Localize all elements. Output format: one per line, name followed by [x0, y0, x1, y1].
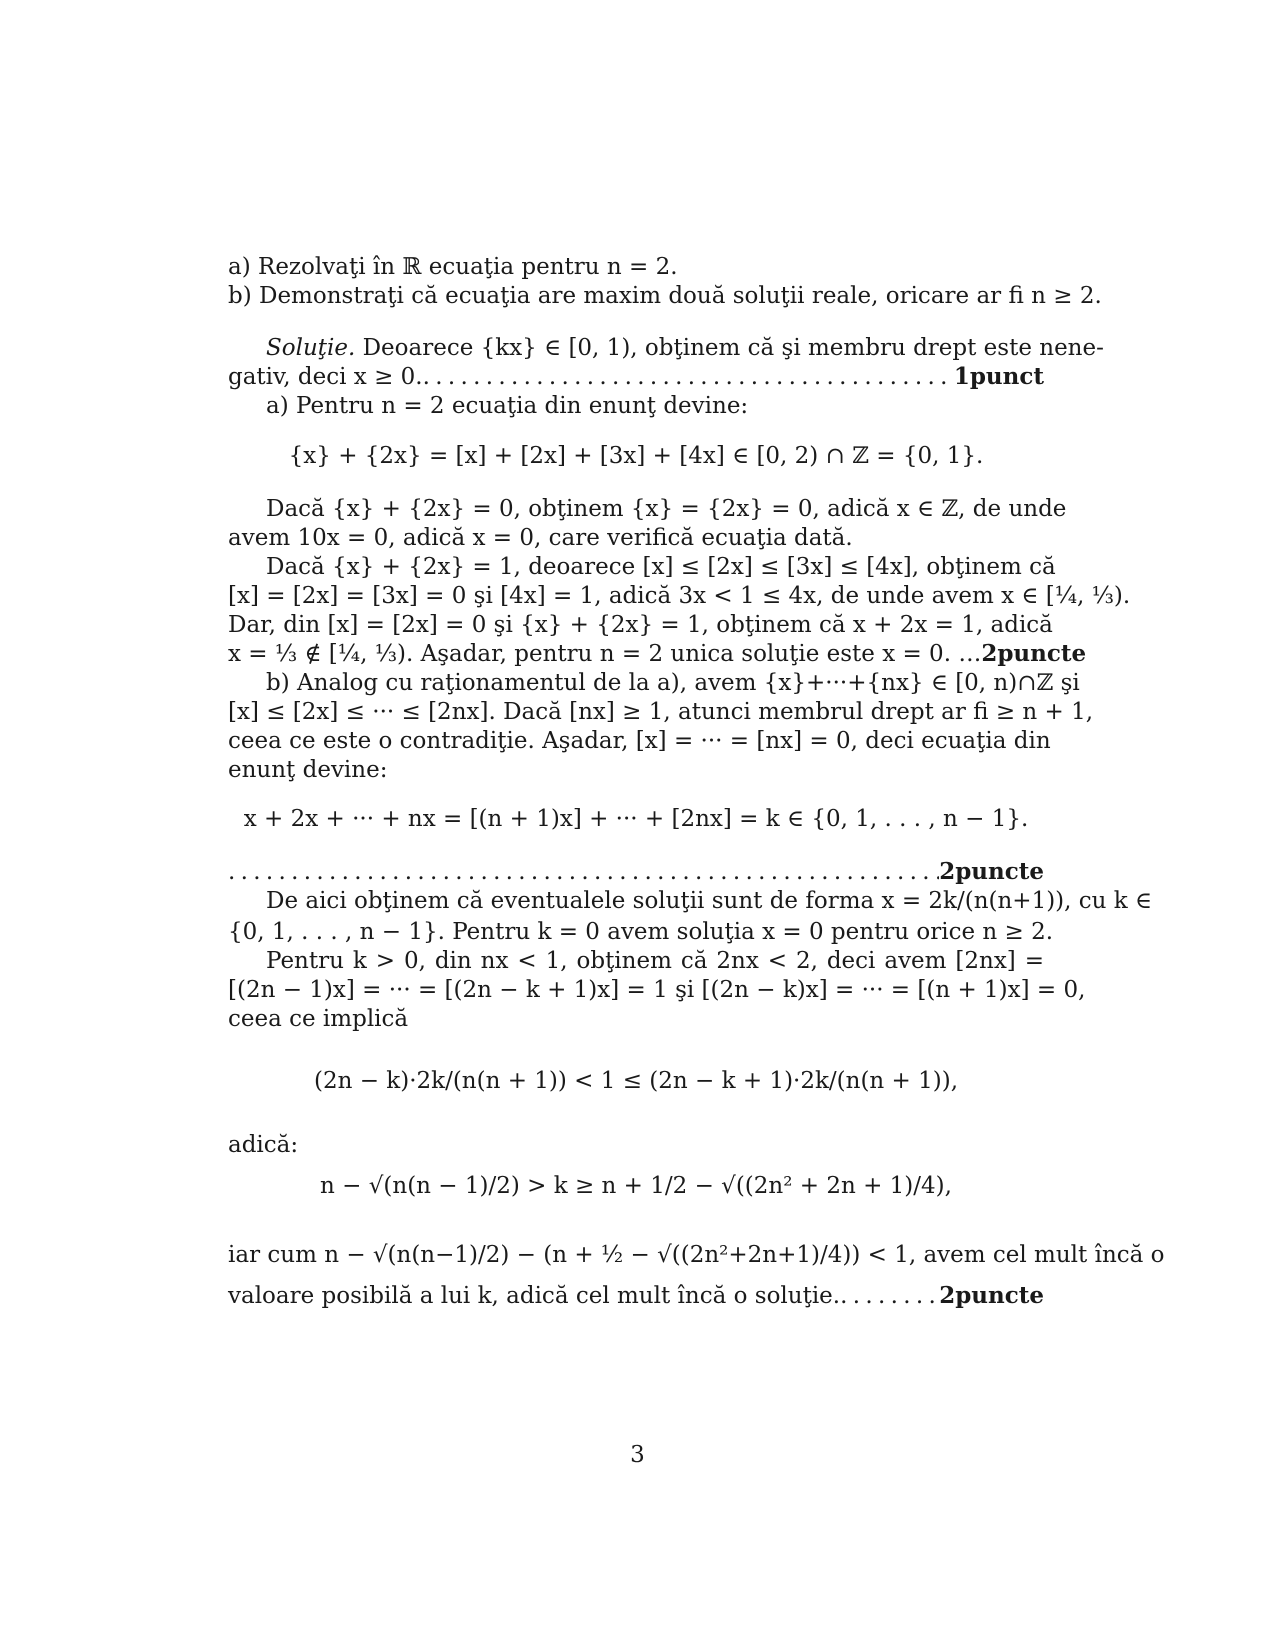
paragraph-line: {0, 1, . . . , n − 1}. Pentru k = 0 avem soluţia x = 0 pentru orice n ≥ 2. — [228, 919, 1054, 945]
points-badge: 1punct — [953, 363, 1044, 390]
solution-line-2 — [228, 362, 1044, 392]
paragraph-line: ceea ce implică — [228, 1006, 409, 1032]
problem-part-b: b) Demonstraţi că ecuaţia are maxim două soluţii reale, oricare ar fi n ≥ 2. — [228, 283, 1102, 309]
dot-leader — [840, 1281, 939, 1311]
paragraph-line: adică: — [228, 1132, 299, 1158]
paragraph-line: ceea ce este o contradiţie. Aşadar, [x] = ··· = [nx] = 0, deci ecuaţia din — [228, 728, 1051, 754]
points-badge: 2puncte — [939, 1282, 1044, 1309]
paragraph-line: [x] ≤ [2x] ≤ ··· ≤ [2nx]. Dacă [nx] ≥ 1, atunci membrul drept ar fi ≥ n + 1, — [228, 699, 1094, 725]
paragraph-line: Pentru k > 0, din nx < 1, obţinem că 2nx < 2, deci avem [2nx] = — [266, 948, 1044, 974]
paragraph-line: enunţ devine: — [228, 757, 388, 783]
solution-text: Deoarece {kx} ∈ [0, 1), obţinem că şi membru drept este nene- — [362, 335, 1104, 361]
equation-3: (2n − k)·2k/(n(n + 1)) < 1 ≤ (2n − k + 1)·2k/(n(n + 1)), — [313, 1068, 959, 1094]
paragraph-line: Dacă {x} + {2x} = 1, deoarece [x] ≤ [2x] ≤ [3x] ≤ [4x], obţinem că — [266, 554, 1056, 580]
paragraph-line: b) Analog cu raţionamentul de la a), avem {x}+···+{nx} ∈ [0, n)∩ℤ şi — [266, 670, 1080, 696]
points-line — [228, 857, 1044, 887]
equation-2: x + 2x + ··· + nx = [(n + 1)x] + ··· + [2nx] = k ∈ {0, 1, . . . , n − 1}. — [243, 806, 1029, 832]
paragraph-line: Dacă {x} + {2x} = 0, obţinem {x} = {2x} = 0, adică x ∈ ℤ, de unde — [266, 496, 1067, 522]
solution-line-1 — [228, 333, 1104, 363]
page-number: 3 — [630, 1442, 645, 1468]
paragraph-line: iar cum n − √(n(n−1)/2) − (n + ½ − √((2n²+2n+1)/4)) < 1, avem cel mult încă o — [228, 1242, 1165, 1268]
solution-label: Soluţie. — [266, 335, 356, 361]
points-badge: 2puncte — [939, 858, 1044, 885]
paragraph-line: De aici obţinem că eventualele soluţii sunt de forma x = 2k/(n(n+1)), cu k ∈ — [266, 888, 1153, 914]
solution-text: valoare posibilă a lui k, adică cel mult încă o soluţie. — [228, 1283, 841, 1309]
problem-part-a: a) Rezolvaţi în ℝ ecuaţia pentru n = 2. — [228, 254, 678, 280]
paragraph-line: [(2n − 1)x] = ··· = [(2n − k + 1)x] = 1 şi [(2n − k)x] = ··· = [(n + 1)x] = 0, — [228, 977, 1086, 1003]
part-a-intro: a) Pentru n = 2 ecuaţia din enunţ devine: — [266, 393, 749, 419]
solution-text: gativ, deci x ≥ 0. — [228, 364, 423, 390]
dot-leader — [228, 857, 939, 887]
points-badge: 2puncte — [981, 640, 1087, 667]
dot-leader — [423, 362, 954, 392]
paragraph-line — [228, 1281, 1044, 1311]
paragraph-line: Dar, din [x] = [2x] = 0 şi {x} + {2x} = 1, obţinem că x + 2x = 1, adică — [228, 612, 1053, 638]
paragraph-line — [228, 639, 1087, 669]
solution-text: x = ⅓ ∉ [¼, ⅓). Aşadar, pentru n = 2 unica soluţie este x = 0. … — [228, 641, 982, 667]
paragraph-line: avem 10x = 0, adică x = 0, care verifică ecuaţia dată. — [228, 525, 853, 551]
paragraph-line: [x] = [2x] = [3x] = 0 şi [4x] = 1, adică 3x < 1 ≤ 4x, de unde avem x ∈ [¼, ⅓). — [228, 583, 1131, 609]
equation-4: n − √(n(n − 1)/2) > k ≥ n + 1/2 − √((2n² + 2n + 1)/4), — [320, 1173, 952, 1199]
equation-1: {x} + {2x} = [x] + [2x] + [3x] + [4x] ∈ [0, 2) ∩ ℤ = {0, 1}. — [288, 443, 984, 469]
